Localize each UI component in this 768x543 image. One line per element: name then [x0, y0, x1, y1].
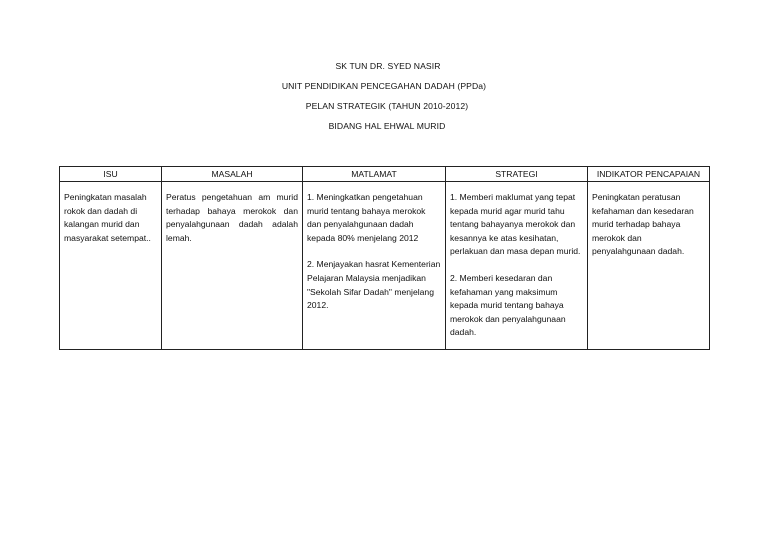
column-header-matlamat: MATLAMAT — [303, 167, 446, 182]
column-header-isu: ISU — [60, 167, 162, 182]
unit-name: UNIT PENDIDIKAN PENCEGAHAN DADAH (PPDa) — [281, 81, 487, 91]
spacer-row — [60, 182, 710, 191]
plan-title: PELAN STRATEGIK (TAHUN 2010-2012) — [305, 101, 469, 111]
strategic-plan-table — [59, 166, 710, 350]
field-title: BIDANG HAL EHWAL MURID — [328, 121, 446, 131]
document-header — [0, 56, 768, 136]
table-row — [60, 190, 710, 350]
spacer-cell — [446, 182, 588, 191]
masalah-text: Peratus pengetahuan am murid terhadap bahaya merokok dan penyalahgunaan dadah adalah lemah. — [166, 192, 298, 243]
table-header-row — [60, 167, 710, 182]
strategi-item-1: 1. Memberi maklumat yang tepat kepada murid agar murid tahu tentang bahayanya merokok dan kesannya ke atas kesihatan, perlakuan dan masa depan murid. — [450, 192, 581, 257]
column-header-strategi: STRATEGI — [446, 167, 588, 182]
spacer-cell — [60, 182, 162, 191]
spacer-cell — [303, 182, 446, 191]
masalah-cell — [162, 190, 303, 350]
matlamat-cell — [303, 190, 446, 350]
matlamat-item-2: 2. Menjayakan hasrat Kementerian Pelajaran Malaysia menjadikan "Sekolah Sifar Dadah" menjelang 2012. — [307, 259, 441, 311]
school-name: SK TUN DR. SYED NASIR — [335, 61, 441, 71]
spacer-cell — [588, 182, 710, 191]
spacer-cell — [162, 182, 303, 191]
isu-cell — [60, 190, 162, 350]
strategi-cell — [446, 190, 588, 350]
indikator-cell — [588, 190, 710, 350]
isu-text: Peningkatan masalah rokok dan dadah di kalangan murid dan masyarakat setempat.. — [64, 192, 151, 243]
strategi-item-2: 2. Memberi kesedaran dan kefahaman yang maksimum kepada murid tentang bahaya merokok dan penyalahgunaan dadah. — [450, 272, 566, 338]
indikator-text: Peningkatan peratusan kefahaman dan kesedaran murid terhadap bahaya merokok dan penyalahgunaan dadah. — [592, 192, 694, 257]
column-header-indikator: INDIKATOR PENCAPAIAN — [588, 167, 710, 182]
column-header-masalah: MASALAH — [162, 167, 303, 182]
matlamat-item-1: 1. Meningkatkan pengetahuan murid tentang bahaya merokok dan penyalahgunaan dadah kepada 80% menjelang 2012 — [307, 192, 426, 243]
